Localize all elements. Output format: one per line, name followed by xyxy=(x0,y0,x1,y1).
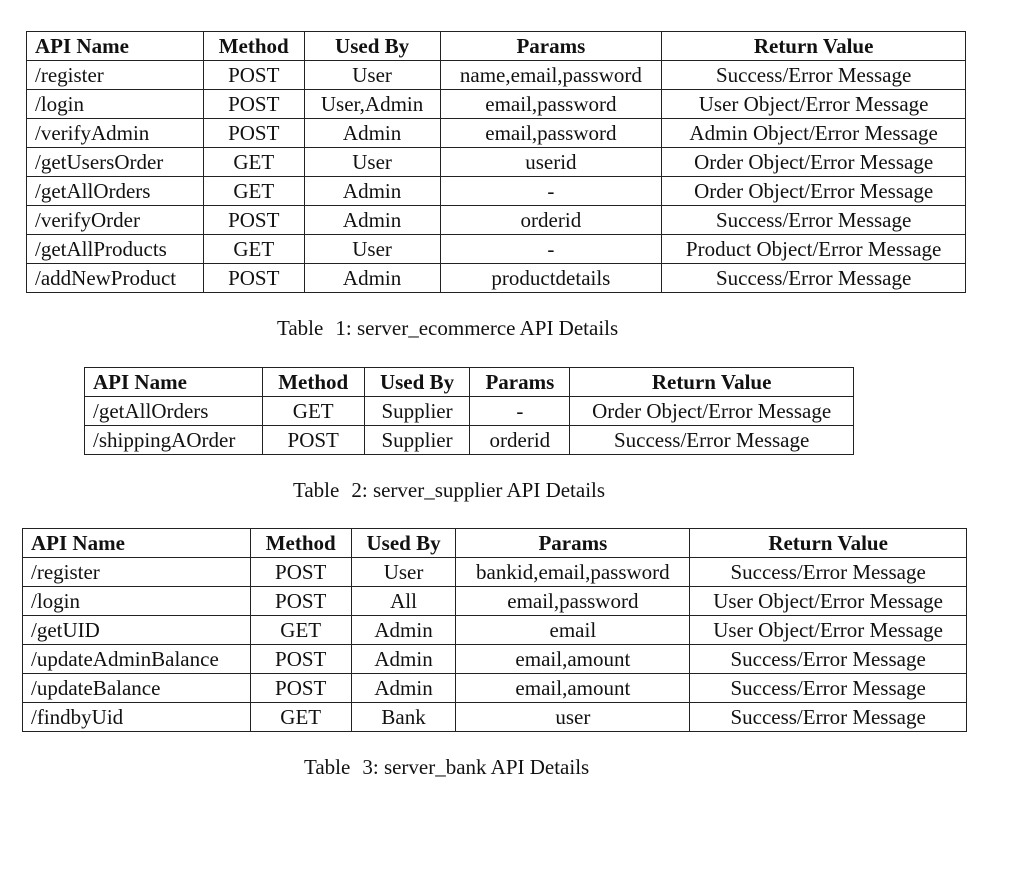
table-cell: Admin xyxy=(351,616,456,645)
caption-number: 3: xyxy=(362,755,379,779)
table-row xyxy=(85,426,854,455)
table-cell: /getAllOrders xyxy=(27,177,204,206)
table-cell: userid xyxy=(440,148,662,177)
table-row xyxy=(27,177,966,206)
table-cell: Bank xyxy=(351,703,456,732)
column-header: Params xyxy=(456,529,690,558)
table-cell: /updateAdminBalance xyxy=(23,645,251,674)
table-cell: Success/Error Message xyxy=(690,703,967,732)
table-cell: User xyxy=(304,235,440,264)
caption-number: 1: xyxy=(335,316,352,340)
table-body xyxy=(27,61,966,293)
table-cell: POST xyxy=(203,61,304,90)
table-cell: Product Object/Error Message xyxy=(662,235,966,264)
caption-label: Table xyxy=(277,316,324,340)
table-cell: productdetails xyxy=(440,264,662,293)
table-cell: /getUID xyxy=(23,616,251,645)
table-cell: Admin xyxy=(304,119,440,148)
table-cell: Order Object/Error Message xyxy=(662,177,966,206)
table-row xyxy=(23,645,967,674)
table-cell: POST xyxy=(203,119,304,148)
table-cell: User Object/Error Message xyxy=(662,90,966,119)
table-cell: GET xyxy=(262,397,364,426)
table-cell: Order Object/Error Message xyxy=(570,397,854,426)
api-table-supplier xyxy=(84,367,854,455)
table-row xyxy=(27,90,966,119)
table-row xyxy=(23,703,967,732)
table-cell: email,password xyxy=(456,587,690,616)
table-cell: Order Object/Error Message xyxy=(662,148,966,177)
table-cell: User xyxy=(304,61,440,90)
table-cell: email,password xyxy=(440,119,662,148)
table-cell: /addNewProduct xyxy=(27,264,204,293)
table-cell: bankid,email,password xyxy=(456,558,690,587)
table-cell: Success/Error Message xyxy=(570,426,854,455)
column-header: Return Value xyxy=(690,529,967,558)
table-cell: Success/Error Message xyxy=(662,264,966,293)
table-cell: Success/Error Message xyxy=(690,645,967,674)
column-header: API Name xyxy=(23,529,251,558)
table-cell: - xyxy=(470,397,570,426)
table-cell: /shippingAOrder xyxy=(85,426,263,455)
table-row xyxy=(27,148,966,177)
table-header xyxy=(27,32,966,61)
table-header xyxy=(85,368,854,397)
table-cell: Admin xyxy=(304,206,440,235)
table-header xyxy=(23,529,967,558)
table-cell: Admin xyxy=(351,674,456,703)
table-cell: Supplier xyxy=(364,426,470,455)
table-cell: Admin xyxy=(351,645,456,674)
table-cell: POST xyxy=(203,206,304,235)
column-header: Method xyxy=(250,529,351,558)
table-row xyxy=(27,119,966,148)
table-row xyxy=(27,206,966,235)
table-cell: Admin Object/Error Message xyxy=(662,119,966,148)
table-cell: POST xyxy=(250,558,351,587)
table-cell: Success/Error Message xyxy=(662,206,966,235)
caption-text: server_ecommerce API Details xyxy=(356,316,619,340)
table-row xyxy=(23,587,967,616)
table-cell: /getUsersOrder xyxy=(27,148,204,177)
caption-label: Table xyxy=(293,478,340,502)
table-cell: GET xyxy=(203,177,304,206)
table-cell: /findbyUid xyxy=(23,703,251,732)
table-cell: Admin xyxy=(304,264,440,293)
column-header: Return Value xyxy=(570,368,854,397)
table-row xyxy=(23,616,967,645)
table-row xyxy=(23,558,967,587)
table-cell: /getAllProducts xyxy=(27,235,204,264)
column-header: Return Value xyxy=(662,32,966,61)
table-cell: GET xyxy=(250,703,351,732)
caption-label: Table xyxy=(304,755,351,779)
table-cell: POST xyxy=(262,426,364,455)
table-cell: orderid xyxy=(440,206,662,235)
table-cell: Success/Error Message xyxy=(662,61,966,90)
table-cell: POST xyxy=(250,645,351,674)
table-cell: email xyxy=(456,616,690,645)
table-cell: email,password xyxy=(440,90,662,119)
column-header: Method xyxy=(262,368,364,397)
table-row xyxy=(27,61,966,90)
table-cell: User Object/Error Message xyxy=(690,616,967,645)
table-cell: name,email,password xyxy=(440,61,662,90)
table-cell: User xyxy=(304,148,440,177)
table-cell: /verifyOrder xyxy=(27,206,204,235)
table-caption xyxy=(277,316,618,341)
table-cell: orderid xyxy=(470,426,570,455)
table-cell: email,amount xyxy=(456,645,690,674)
caption-text: server_bank API Details xyxy=(383,755,590,779)
table-cell: User xyxy=(351,558,456,587)
table-row xyxy=(85,397,854,426)
column-header: Params xyxy=(470,368,570,397)
table-cell: /login xyxy=(23,587,251,616)
table-cell: GET xyxy=(203,148,304,177)
table-body xyxy=(85,397,854,455)
table-cell: user xyxy=(456,703,690,732)
table-cell: Success/Error Message xyxy=(690,674,967,703)
column-header: Used By xyxy=(364,368,470,397)
column-header: API Name xyxy=(27,32,204,61)
table-cell: Admin xyxy=(304,177,440,206)
table-body xyxy=(23,558,967,732)
api-table-bank xyxy=(22,528,967,732)
caption-number: 2: xyxy=(351,478,368,502)
table-cell: /register xyxy=(23,558,251,587)
table-cell: - xyxy=(440,177,662,206)
table-caption xyxy=(293,478,605,503)
column-header: Method xyxy=(203,32,304,61)
column-header: Used By xyxy=(351,529,456,558)
table-cell: GET xyxy=(250,616,351,645)
table-cell: /verifyAdmin xyxy=(27,119,204,148)
table-cell: POST xyxy=(250,587,351,616)
table-cell: All xyxy=(351,587,456,616)
table-cell: /updateBalance xyxy=(23,674,251,703)
table-cell: User,Admin xyxy=(304,90,440,119)
table-cell: GET xyxy=(203,235,304,264)
table-row xyxy=(23,674,967,703)
caption-text: server_supplier API Details xyxy=(372,478,606,502)
column-header: API Name xyxy=(85,368,263,397)
api-table-ecommerce xyxy=(26,31,966,293)
table-row xyxy=(27,264,966,293)
table-cell: Success/Error Message xyxy=(690,558,967,587)
table-cell: /login xyxy=(27,90,204,119)
table-cell: /register xyxy=(27,61,204,90)
table-cell: POST xyxy=(203,90,304,119)
table-cell: POST xyxy=(250,674,351,703)
table-cell: - xyxy=(440,235,662,264)
table-cell: POST xyxy=(203,264,304,293)
table-caption xyxy=(304,755,589,780)
table-row xyxy=(27,235,966,264)
table-cell: /getAllOrders xyxy=(85,397,263,426)
table-cell: User Object/Error Message xyxy=(690,587,967,616)
table-cell: Supplier xyxy=(364,397,470,426)
column-header: Params xyxy=(440,32,662,61)
column-header: Used By xyxy=(304,32,440,61)
table-cell: email,amount xyxy=(456,674,690,703)
